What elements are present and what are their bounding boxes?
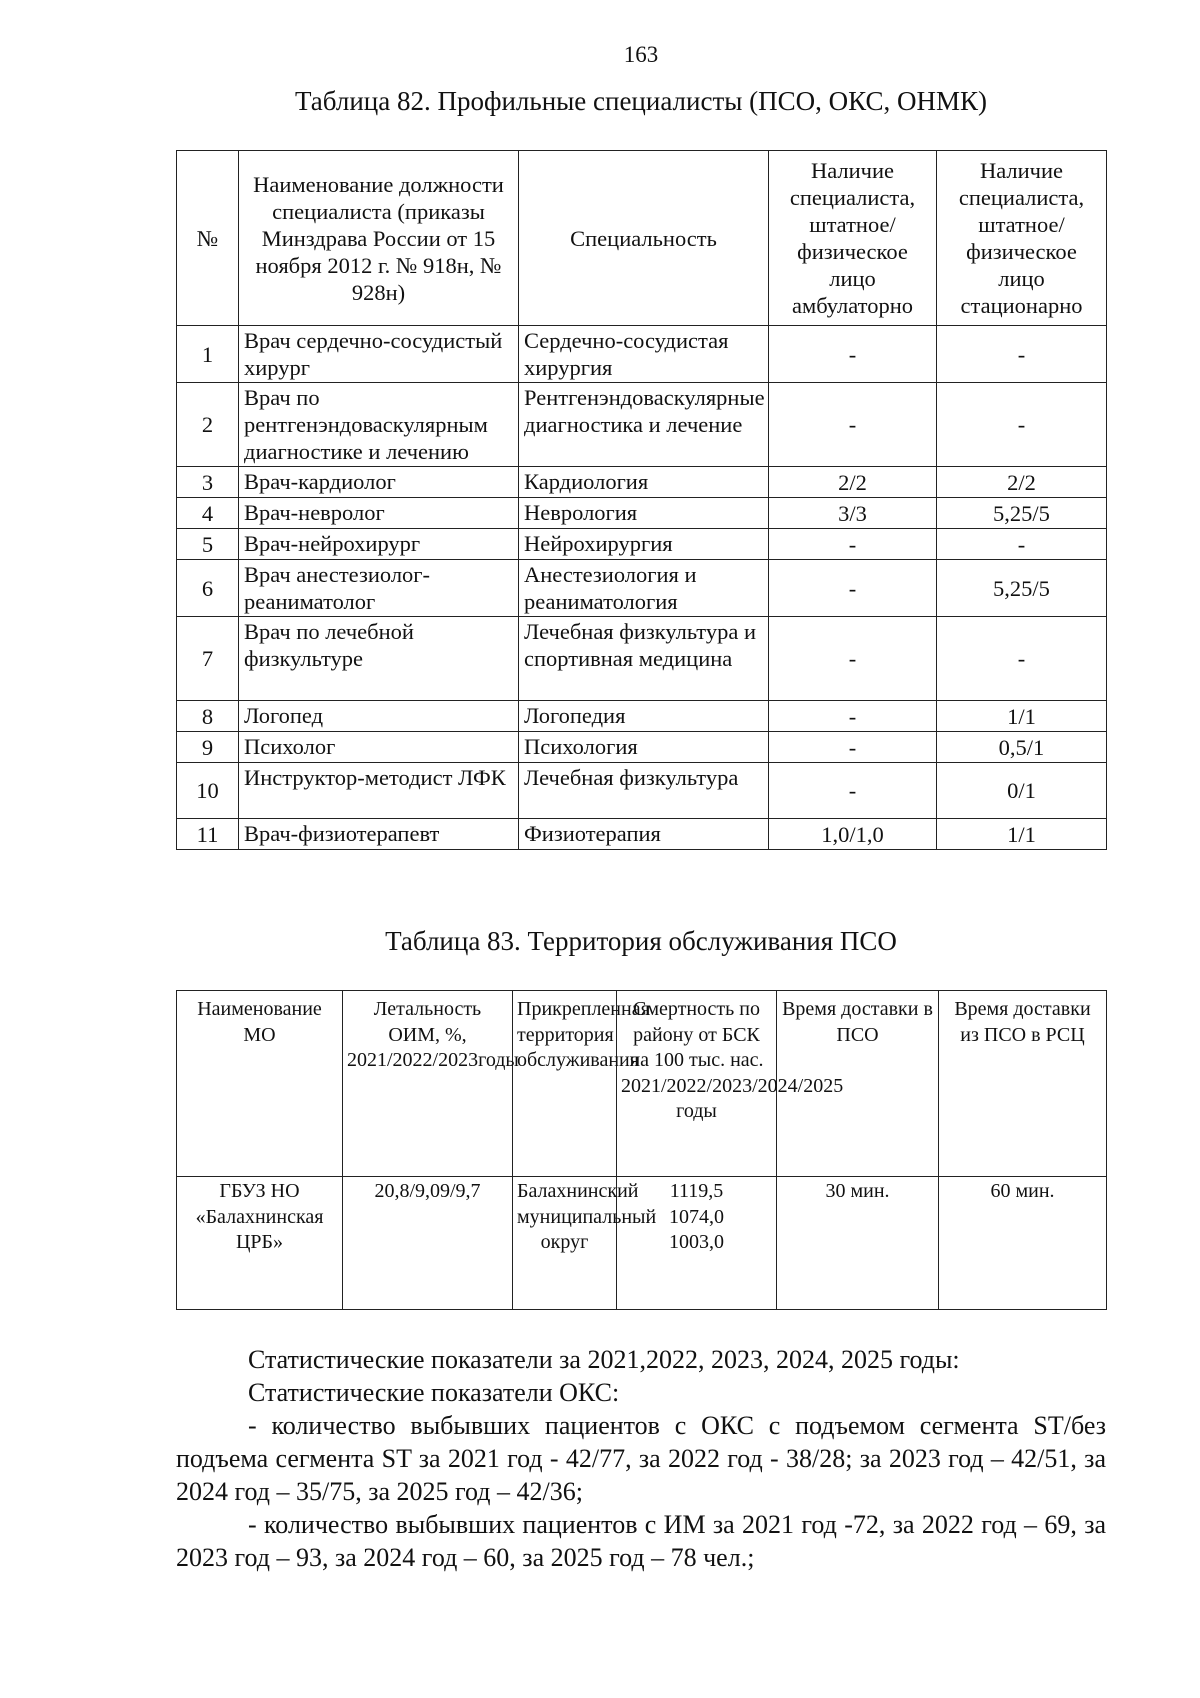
cell-position: Врач по лечебной физкультуре [239, 617, 519, 701]
table-row [177, 819, 1107, 850]
cell-ambulatory: - [769, 732, 937, 763]
cell-ambulatory: - [769, 529, 937, 560]
cell-inpatient: 0/1 [937, 763, 1107, 819]
cell-num: 8 [177, 701, 239, 732]
cell-num: 5 [177, 529, 239, 560]
cell-position: Инструктор-методист ЛФК [239, 763, 519, 819]
cell-inpatient: 2/2 [937, 467, 1107, 498]
cell-position: Врач-нейрохирург [239, 529, 519, 560]
cell-specialty: Рентгенэндоваскулярные диагностика и лечение [519, 383, 769, 467]
cell-mortality [617, 1177, 777, 1310]
header-num: № [177, 151, 239, 326]
table-row [177, 467, 1107, 498]
cell-specialty: Психология [519, 732, 769, 763]
cell-position: Психолог [239, 732, 519, 763]
stats-paragraph-im: - количество выбывших пациентов с ИМ за 2021 год -72, за 2022 год – 69, за 2023 год – 93, за 2024 год – 60, за 2025 год – 78 чел.; [176, 1510, 1106, 1572]
cell-delivery-rsc: 60 мин. [939, 1177, 1107, 1310]
cell-position: Врач-невролог [239, 498, 519, 529]
cell-mo: ГБУЗ НО «Балахнинская ЦРБ» [177, 1177, 343, 1310]
cell-position: Врач по рентгенэндоваскулярным диагностике и лечению [239, 383, 519, 467]
cell-position: Логопед [239, 701, 519, 732]
cell-ambulatory: 2/2 [769, 467, 937, 498]
header-lethality: Летальность ОИМ, %, 2021/2022/2023годы [343, 991, 513, 1177]
table-row [177, 617, 1107, 701]
cell-ambulatory: - [769, 560, 937, 617]
header-territory: Прикрепленная территория обслуживания [513, 991, 617, 1177]
cell-delivery-pso: 30 мин. [777, 1177, 939, 1310]
table-row [177, 326, 1107, 383]
cell-lethality: 20,8/9,09/9,7 [343, 1177, 513, 1310]
cell-num: 7 [177, 617, 239, 701]
header-ambulatory: Наличие специалиста, штатное/физическое лицо амбулаторно [769, 151, 937, 326]
cell-inpatient: 5,25/5 [937, 560, 1107, 617]
cell-inpatient: - [937, 617, 1107, 701]
cell-ambulatory: 1,0/1,0 [769, 819, 937, 850]
cell-inpatient: 1/1 [937, 701, 1107, 732]
table-83-title: Таблица 83. Территория обслуживания ПСО [385, 926, 897, 956]
header-mo: Наименование МО [177, 991, 343, 1177]
statistics-text [176, 1343, 1106, 1574]
table-row [177, 383, 1107, 467]
table-row [177, 560, 1107, 617]
cell-num: 9 [177, 732, 239, 763]
cell-specialty: Кардиология [519, 467, 769, 498]
cell-position: Врач-физиотерапевт [239, 819, 519, 850]
page-number: 163 [623, 42, 659, 67]
table-82-specialists [176, 150, 1107, 850]
cell-inpatient: 5,25/5 [937, 498, 1107, 529]
cell-territory: Балахнинский муниципальный округ [513, 1177, 617, 1310]
table-row [177, 701, 1107, 732]
header-inpatient: Наличие специалиста, штатное/физическое лицо стационарно [937, 151, 1107, 326]
cell-num: 11 [177, 819, 239, 850]
stats-heading-oks: Статистические показатели ОКС: [248, 1378, 620, 1407]
header-specialty: Специальность [519, 151, 769, 326]
cell-ambulatory: - [769, 763, 937, 819]
table-83-territory [176, 990, 1107, 1310]
cell-specialty: Неврология [519, 498, 769, 529]
cell-specialty: Логопедия [519, 701, 769, 732]
cell-num: 3 [177, 467, 239, 498]
header-delivery-rsc: Время доставки из ПСО в РСЦ [939, 991, 1107, 1177]
cell-ambulatory: - [769, 617, 937, 701]
cell-ambulatory: - [769, 326, 937, 383]
cell-num: 10 [177, 763, 239, 819]
cell-position: Врач сердечно-сосудистый хирург [239, 326, 519, 383]
cell-inpatient: - [937, 383, 1107, 467]
table-82-title: Таблица 82. Профильные специалисты (ПСО, ОКС, ОНМК) [294, 86, 987, 116]
cell-specialty: Физиотерапия [519, 819, 769, 850]
table-row [177, 763, 1107, 819]
cell-num: 1 [177, 326, 239, 383]
stats-paragraph-oks: - количество выбывших пациентов с ОКС с подъемом сегмента ST/без подъема сегмента ST за 2021 год - 42/77, за 2022 год - 38/28; за 2023 год – 42/51, за 2024 год – 35/75, за 2025 год – 42/36; [176, 1411, 1106, 1506]
table-row [177, 529, 1107, 560]
cell-ambulatory: - [769, 383, 937, 467]
mortality-value: 1003,0 [669, 1231, 724, 1253]
table-row [177, 498, 1107, 529]
cell-specialty: Сердечно-сосудистая хирургия [519, 326, 769, 383]
cell-num: 4 [177, 498, 239, 529]
cell-ambulatory: - [769, 701, 937, 732]
mortality-value: 1119,5 [669, 1180, 724, 1202]
stats-heading-years: Статистические показатели за 2021,2022, 2023, 2024, 2025 годы: [248, 1345, 960, 1374]
cell-ambulatory: 3/3 [769, 498, 937, 529]
cell-specialty: Лечебная физкультура и спортивная медицина [519, 617, 769, 701]
cell-inpatient: 1/1 [937, 819, 1107, 850]
cell-num: 2 [177, 383, 239, 467]
table-row [177, 732, 1107, 763]
cell-num: 6 [177, 560, 239, 617]
cell-inpatient: - [937, 326, 1107, 383]
header-delivery-pso: Время доставки в ПСО [777, 991, 939, 1177]
cell-specialty: Нейрохирургия [519, 529, 769, 560]
cell-inpatient: 0,5/1 [937, 732, 1107, 763]
cell-position: Врач анестезиолог-реаниматолог [239, 560, 519, 617]
table-row [177, 1177, 1107, 1310]
header-mortality: Смертность по району от БСК на 100 тыс. нас. 2021/2022/2023/2024/2025 годы [617, 991, 777, 1177]
cell-specialty: Лечебная физкультура [519, 763, 769, 819]
mortality-value: 1074,0 [669, 1205, 724, 1228]
cell-specialty: Анестезиология и реаниматология [519, 560, 769, 617]
cell-inpatient: - [937, 529, 1107, 560]
header-position: Наименование должности специалиста (приказы Минздрава России от 15 ноября 2012 г. № 918н, № 928н) [239, 151, 519, 326]
table-82-body [177, 326, 1107, 850]
cell-position: Врач-кардиолог [239, 467, 519, 498]
